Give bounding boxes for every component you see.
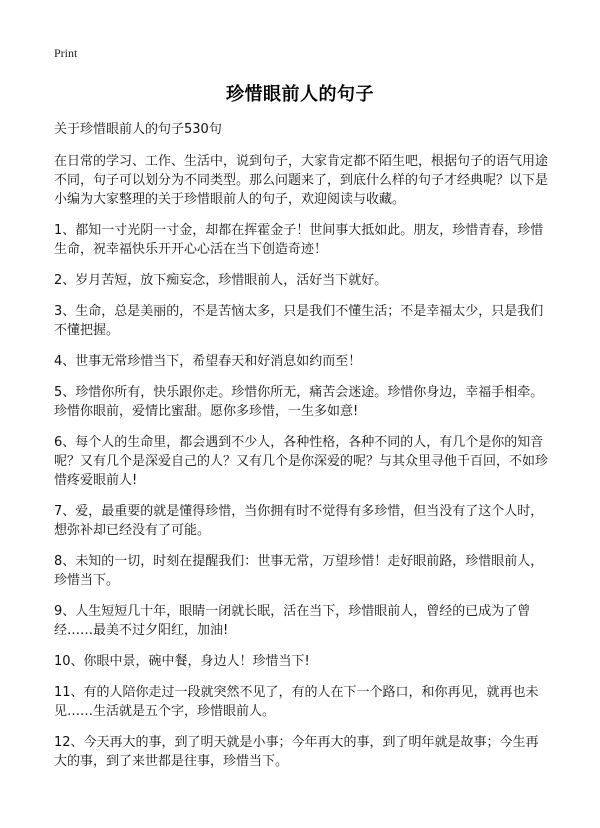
list-item: 2、岁月苦短，放下痴妄念，珍惜眼前人，活好当下就好。 (54, 273, 388, 288)
article-body (54, 120, 548, 783)
article-subtitle: 关于珍惜眼前人的句子530句 (54, 122, 222, 137)
list-item: 10、你眼中景，碗中餐，身边人！珍惜当下! (54, 654, 310, 669)
list-item: 5、珍惜你所有，快乐跟你走。珍惜你所无，痛苦会迷途。珍惜你身边，幸福手相牵。珍惜你眼前，爱情比蜜甜。愿你多珍惜，一生多如意! (54, 385, 544, 419)
list-item: 7、爱，最重要的就是懂得珍惜，当你拥有时不觉得有多珍惜，但当没有了这个人时，想弥补却已经没有了可能。 (54, 504, 544, 538)
list-item: 9、人生短短几十年，眼睛一闭就长眠，活在当下，珍惜眼前人，曾经的已成为了曾经……最美不过夕阳红，加油! (54, 604, 531, 638)
list-item: 11、有的人陪你走过一段就突然不见了，有的人在下一个路口，和你再见，就再也未见……生活就是五个字，珍惜眼前人。 (54, 685, 539, 719)
list-item: 8、未知的一切，时刻在提醒我们：世事无常，万望珍惜！走好眼前路，珍惜眼前人，珍惜当下。 (54, 554, 544, 588)
list-item: 1、都知一寸光阴一寸金，却都在挥霍金子！世间事大抵如此。朋友，珍惜青春，珍惜生命，祝幸福快乐开开心心活在当下创造奇迹！ (54, 223, 544, 257)
list-item: 4、世事无常珍惜当下，希望春天和好消息如约而至！ (54, 354, 362, 369)
list-item: 12、今天再大的事，到了明天就是小事；今年再大的事，到了明年就是故事；今生再大的事，到了来世都是往事，珍惜当下。 (54, 735, 539, 769)
page-title: 珍惜眼前人的句子 (226, 84, 374, 105)
print-link[interactable]: Print (54, 46, 78, 60)
list-item: 3、生命，总是美丽的，不是苦恼太多，只是我们不懂生活；不是幸福太少，只是我们不懂把握。 (54, 304, 544, 338)
list-item: 6、每个人的生命里，都会遇到不少人，各种性格，各种不同的人，有几个是你的知音呢？又有几个是深爱自己的人？又有几个是你深爱的呢？与其众里寻他千百回，不如珍惜疼爱眼前人! (54, 435, 549, 488)
article-intro: 在日常的学习、工作、生活中，说到句子，大家肯定都不陌生吧，根据句子的语气用途不同，句子可以划分为不同类型。那么问题来了，到底什么样的句子才经典呢？以下是小编为大家整理的关于珍惜眼前人的句子，欢迎阅读与收藏。 (54, 154, 549, 207)
